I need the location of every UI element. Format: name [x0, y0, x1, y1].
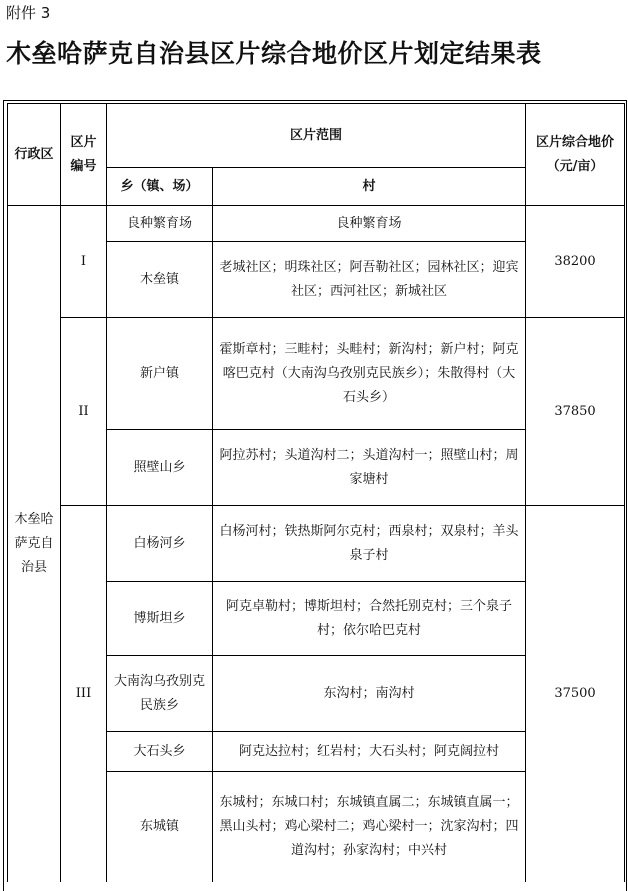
village-cell: 阿拉苏村；头道沟村二；头道沟村一；照壁山村；周家塘村	[213, 430, 526, 506]
header-zone-no: 区片编号	[61, 104, 107, 206]
zone-table	[7, 103, 625, 882]
village-cell: 良种繁育场	[213, 206, 526, 242]
zone-price: 38200	[526, 206, 625, 318]
village-cell: 霍斯章村；三畦村；头畦村；新沟村；新户村；阿克喀巴克村（大南沟乌孜别克民族乡）；朱散得村（大石头乡）	[213, 318, 526, 430]
township-cell: 照壁山乡	[107, 430, 213, 506]
township-cell: 新户镇	[107, 318, 213, 430]
township-cell: 白杨河乡	[107, 506, 213, 582]
header-village: 村	[213, 168, 526, 206]
header-township: 乡（镇、场）	[107, 168, 213, 206]
village-cell: 东沟村；南沟村	[213, 656, 526, 732]
township-cell: 木垒镇	[107, 242, 213, 318]
township-cell: 博斯坦乡	[107, 582, 213, 656]
table-frame	[3, 100, 627, 891]
village-cell: 老城社区；明珠社区；阿吾勒社区；园林社区；迎宾社区；西河社区；新城社区	[213, 242, 526, 318]
township-cell: 大石头乡	[107, 732, 213, 772]
zone-number: I	[61, 206, 107, 318]
village-cell: 阿克达拉村；红岩村；大石头村；阿克阔拉村	[213, 732, 526, 772]
page-title: 木垒哈萨克自治县区片综合地价区片划定结果表	[6, 39, 542, 68]
village-cell: 白杨河村；铁热斯阿尔克村；西泉村；双泉村；羊头泉子村	[213, 506, 526, 582]
zone-price: 37500	[526, 506, 625, 882]
header-admin: 行政区	[8, 104, 61, 206]
zone-number: II	[61, 318, 107, 506]
township-cell: 良种繁育场	[107, 206, 213, 242]
attachment-label: 附件 3	[6, 4, 51, 22]
header-range: 区片范围	[107, 104, 526, 168]
zone-price: 37850	[526, 318, 625, 506]
zone-number: III	[61, 506, 107, 882]
county-cell: 木垒哈萨克自治县	[8, 206, 61, 882]
village-cell: 东城村；东城口村；东城镇直属二；东城镇直属一；黑山头村；鸡心梁村二；鸡心梁村一；沈家沟村；四道沟村；孙家沟村；中兴村	[213, 772, 526, 882]
township-cell: 大南沟乌孜别克民族乡	[107, 656, 213, 732]
header-price: 区片综合地价（元/亩）	[526, 104, 625, 206]
township-cell: 东城镇	[107, 772, 213, 882]
village-cell: 阿克卓勒村；博斯坦村；合然托别克村；三个泉子村；依尔哈巴克村	[213, 582, 526, 656]
